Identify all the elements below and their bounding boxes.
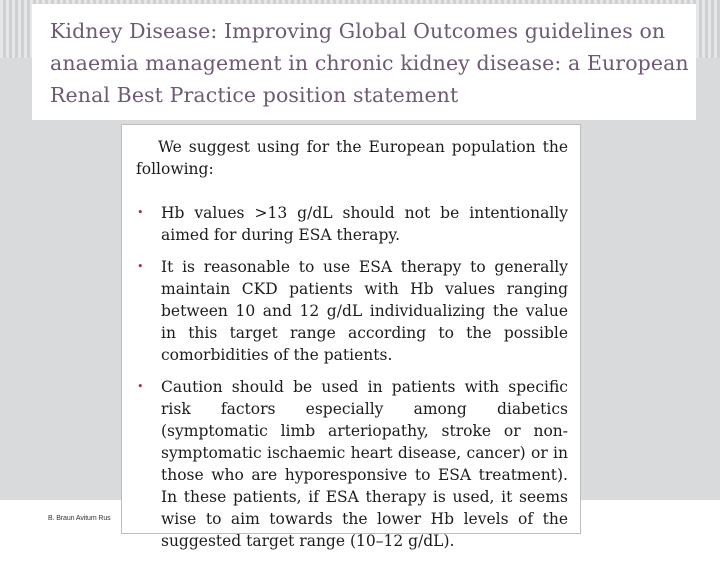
list-item [136,202,568,246]
bullet-text: Caution should be used in patients with specific risk factors especially among diabetics (symptomatic limb arteriopathy, stroke or non-symptomatic ischaemic heart disease, cancer) or in those who are hyporesponsive to ESA treatment). In these patients, if ESA therapy is used, it seems wise to aim towards the lower Hb levels of the suggested target range (10–12 g/dL). [161,378,568,550]
list-item [136,256,568,366]
bullet-icon: • [137,380,144,393]
excerpt-intro: We suggest using for the European population the following: [136,138,568,178]
credit-footer: B. Braun Avitum Rus [48,515,111,522]
slide-title: Kidney Disease: Improving Global Outcomes guidelines on anaemia management in chronic kidney disease: a European Renal Best Practice position statement [50,19,689,107]
bullet-icon: • [137,260,144,273]
recommendation-list [136,202,568,562]
bullet-icon: • [137,206,144,219]
bullet-text: Hb values >13 g/dL should not be intentionally aimed for during ESA therapy. [161,204,568,244]
bullet-text: It is reasonable to use ESA therapy to generally maintain CKD patients with Hb values ranging between 10 and 12 g/dL individualizing the value in this target range according to the possible comorbidities of the patients. [161,258,568,364]
list-item [136,376,568,552]
